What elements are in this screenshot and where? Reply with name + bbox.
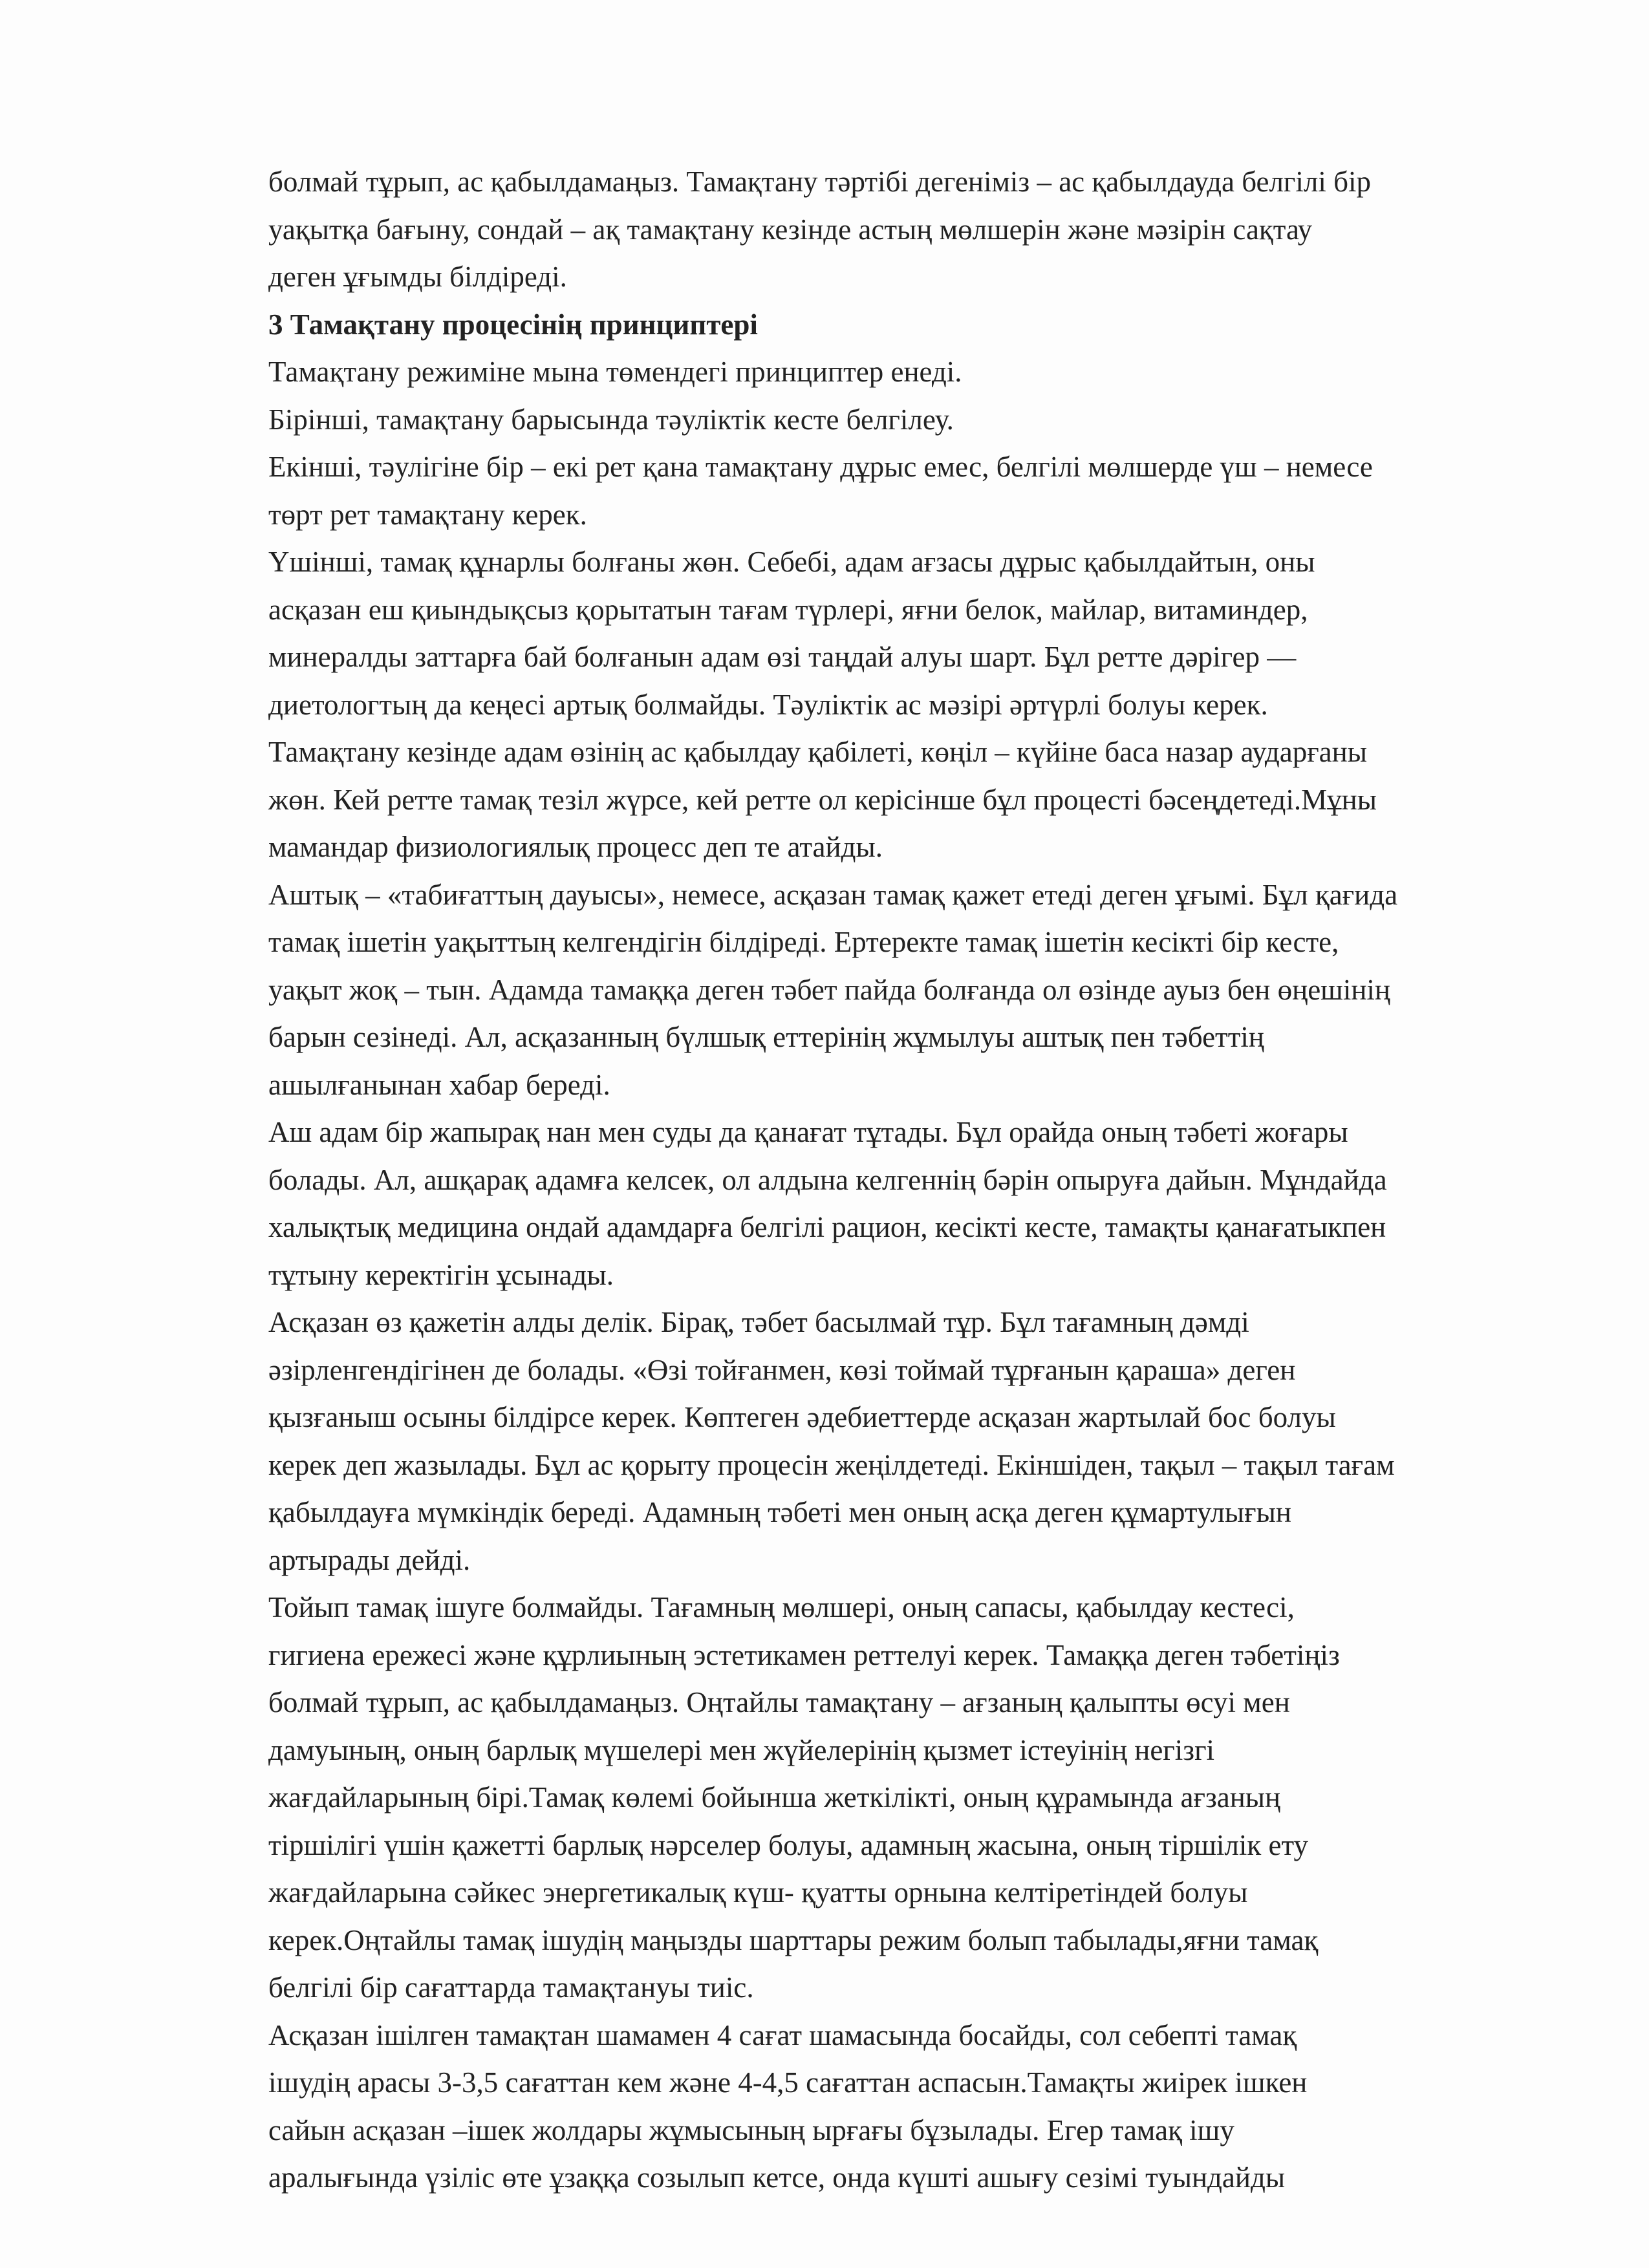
text-line: Үшінші, тамақ құнарлы болғаны жөн. Себебі, адам ағзасы дұрыс қабылдайтын, оны [268,546,1315,578]
text-line: Асқазан өз қажетін алды делік. Бірақ, тәбет басылмай тұр. Бұл тағамның дәмді [268,1306,1249,1338]
text-line: болмай тұрып, ас қабылдамаңыз. Тамақтану тәртібі дегеніміз – ас қабылдауда белгілі бір [268,166,1371,198]
text-line: минералды заттарға бай болғанын адам өзі таңдай алуы шарт. Бұл ретте дәрігер — [268,641,1297,673]
text-line: болмай тұрып, ас қабылдамаңыз. Оңтайлы тамақтану – ағзаның қалыпты өсуі мен [268,1686,1290,1718]
text-line: белгілі бір сағаттарда тамақтануы тиіс. [268,1971,754,2004]
text-line: керек.Оңтайлы тамақ ішудің маңызды шарттары режим болып табылады,яғни тамақ [268,1923,1319,1956]
text-line: ішудің арасы 3-3,5 сағаттан кем және 4-4,5 сағаттан аспасын.Тамақты жиірек ішкен [268,2066,1308,2099]
text-line: ашылғанынан хабар береді. [268,1068,610,1101]
text-line: уақытқа бағыну, сондай – ақ тамақтану кезінде астың мөлшерін және мәзірін сақтау [268,213,1313,246]
text-line: диетологтың да кеңесі артық болмайды. Тәуліктік ас мәзірі әртүрлі болуы керек. [268,688,1268,721]
text-line: төрт рет тамақтану керек. [268,498,587,531]
text-line: халықтық медицина ондай адамдарға белгілі рацион, кесікті кесте, тамақты қанағатыкпен [268,1211,1386,1243]
text-line: қабылдауға мүмкіндік береді. Адамның тәбеті мен оның асқа деген құмартулығын [268,1496,1291,1528]
text-line: мамандар физиологиялық процесс деп те атайды. [268,831,883,863]
text-line: Аштық – «табиғаттың дауысы», немесе, асқазан тамақ қажет етеді деген ұғымі. Бұл қағида [268,878,1398,911]
text-line: асқазан еш қиындықсыз қорытатын тағам түрлері, яғни белок, майлар, витаминдер, [268,593,1308,626]
text-line: Тамақтану кезінде адам өзінің ас қабылдау қабілеті, көңіл – күйіне баса назар аударғаны [268,736,1367,768]
text-line: дамуының, оның барлық мүшелері мен жүйелерінің қызмет істеуінің негізгі [268,1733,1215,1766]
text-line: Екінші, тәулігіне бір – екі рет қана тамақтану дұрыс емес, белгілі мөлшерде үш – немесе [268,451,1373,483]
text-line: аралығында үзіліс өте ұзаққа созылып кетсе, онда күшті ашығу сезімі туындайды [268,2161,1286,2194]
text-line: тіршілігі үшін қажетті барлық нәрселер болуы, адамның жасына, оның тіршілік ету [268,1828,1309,1861]
text-line: Аш адам бір жапырақ нан мен суды да қанағат тұтады. Бұл орайда оның тәбеті жоғары [268,1116,1348,1148]
text-line: әзірленгендігінен де болады. «Өзі тойғанмен, көзі тоймай тұрғанын қараша» деген [268,1353,1296,1386]
text-line: Тамақтану режиміне мына төмендегі принциптер енеді. [268,356,962,388]
text-line: артырады дейді. [268,1543,471,1576]
text-line: жағдайларына сәйкес энергетикалық күш- қуатты орнына келтіретіндей болуы [268,1876,1248,1909]
text-line: барын сезінеді. Ал, асқазанның бүлшық еттерінің жұмылуы аштық пен тәбеттің [268,1021,1264,1053]
text-line: гигиена ережесі және құрлиының эстетикамен реттелуі керек. Тамаққа деген тәбетіңіз [268,1638,1340,1671]
text-line: Тойып тамақ ішуге болмайды. Тағамның мөлшері, оның сапасы, қабылдау кестесі, [268,1591,1295,1623]
text-line: керек деп жазылады. Бұл ас қорыту процесін жеңілдетеді. Екіншіден, тақыл – тақыл тағам [268,1448,1395,1481]
text-line: жағдайларының бірі.Тамақ көлемі бойынша жеткілікті, оның құрамында ағзаның [268,1781,1281,1813]
section-heading: 3 Тамақтану процесінің принциптері [268,308,758,341]
text-line: болады. Ал, ашқарақ адамға келсек, ол алдына келгеннің бәрін опыруға дайын. Мұндайда [268,1163,1387,1196]
text-line: сайын асқазан –ішек жолдары жұмысының ырғағы бұзылады. Егер тамақ ішу [268,2113,1234,2146]
text-line: тамақ ішетін уақыттың келгендігін білдіреді. Ертеректе тамақ ішетін кесікті бір кесте, [268,926,1339,958]
text-line: уақыт жоқ – тын. Адамда тамаққа деген тәбет пайда болғанда ол өзінде ауыз бен өңешінің [268,973,1390,1006]
text-line: Асқазан ішілген тамақтан шамамен 4 сағат шамасында босайды, сол себепті тамақ [268,2018,1297,2051]
text-line: Бірінші, тамақтану барысында тәуліктік кесте белгілеу. [268,403,954,436]
text-line: деген ұғымды білдіреді. [268,261,567,293]
text-line: қызғаныш осыны білдірсе керек. Көптеген әдебиеттерде асқазан жартылай бос болуы [268,1401,1336,1433]
text-line: тұтыну керектігін ұсынады. [268,1258,614,1291]
text-line: жөн. Кей ретте тамақ тезіл жүрсе, кей ретте ол керісінше бұл процесті бәсеңдетеді.Мұны [268,783,1377,816]
document-body [268,158,1549,2202]
